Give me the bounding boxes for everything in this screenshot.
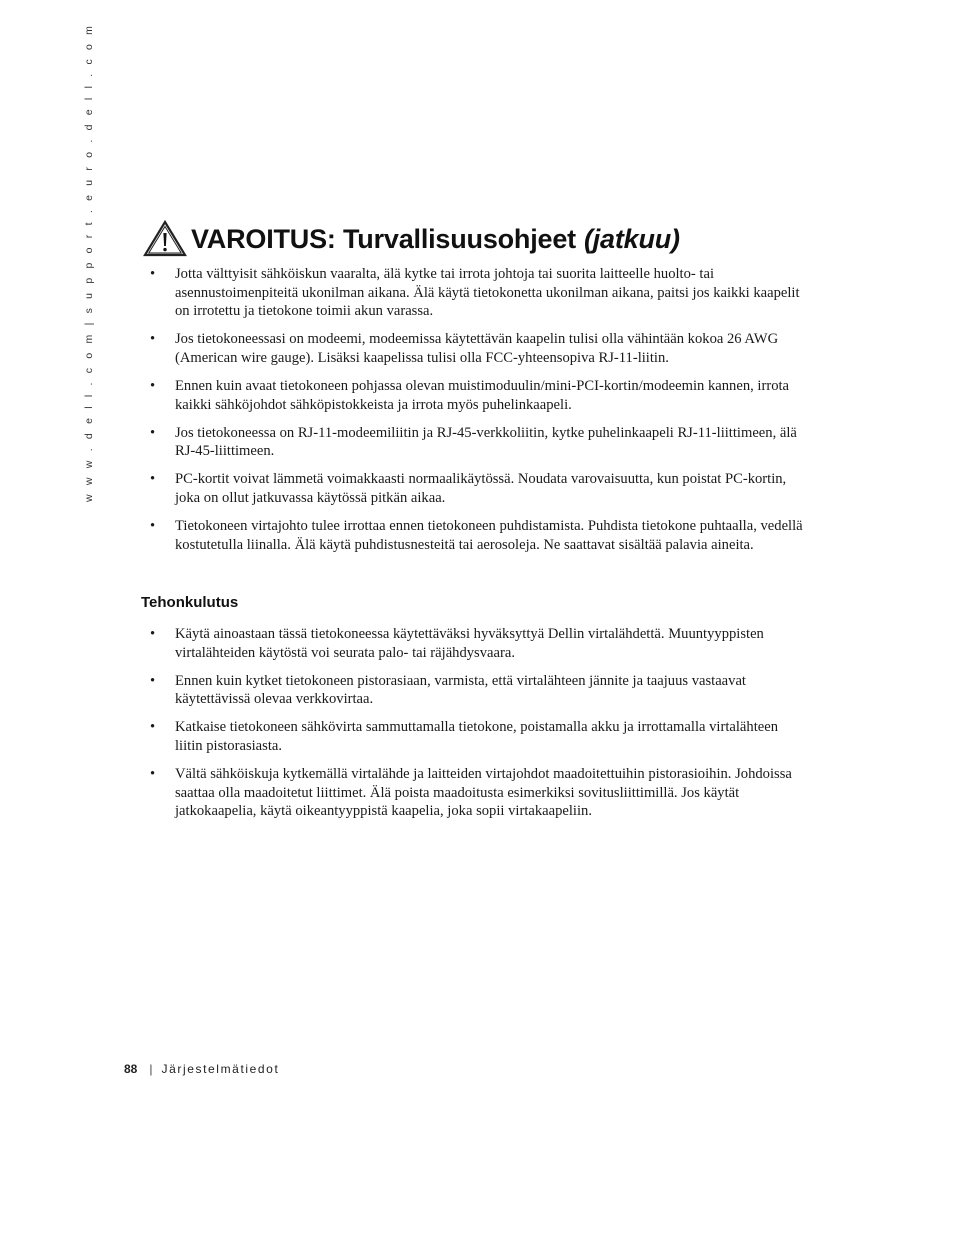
list-item — [147, 765, 807, 821]
list-item-text: Tietokoneen virtajohto tulee irrottaa ennen tietokoneen puhdistamista. Puhdista tietokone puhtaalla, vedellä kostutetulla liinalla. Älä käytä puhdistusnesteitä tai aerosoleja. Ne saattavat sisältää palavia aineita. — [175, 518, 803, 553]
heading-continued: (jatkuu) — [583, 223, 680, 254]
side-url: w w w . d e l l . c o m | s u p p o r t . e u r o . d e l l . c o m — [83, 22, 95, 502]
list-item-text: Ennen kuin avaat tietokoneen pohjassa olevan muistimoduulin/mini-PCI-kortin/modeemin kannen, irrota kaikki sähköjohdot sähköpistokkeista ja irrota myös puhelinkaapeli. — [175, 377, 790, 413]
list-item — [147, 470, 807, 507]
page-number: 88 — [124, 1062, 138, 1076]
list-item — [147, 265, 807, 321]
power-list — [147, 625, 807, 830]
list-item-text: Ennen kuin kytket tietokoneen pistorasiaan, varmista, että virtalähteen jännite ja taajuus vastaavat käytettävissä olevaa verkkovirtaa. — [175, 672, 746, 708]
list-item-text: Jos tietokoneessasi on modeemi, modeemissa käytettävän kaapelin tulisi olla vähintään kokoa 26 AWG (American wire gauge). Lisäksi kaapelissa tulisi olla FCC-yhteensopiva RJ-11-liitin. — [175, 331, 779, 366]
bullet-icon: • — [150, 331, 156, 348]
bullet-icon: • — [150, 266, 156, 282]
list-item-text: Katkaise tietokoneen sähkövirta sammuttamalla tietokone, poistamalla akku ja irrottamalla virtalähteen liitin pistorasiasta. — [175, 719, 779, 754]
bullet-icon: • — [150, 471, 156, 488]
list-item — [147, 625, 807, 662]
list-item — [147, 424, 807, 461]
list-item-text: Jotta välttyisit sähköiskun vaaralta, älä kytke tai irrota johtoja tai suorita laitteelle huolto- tai asennustoimenpiteitä ukonilman aikana. Älä käytä tietokonetta ukonilman aikana, paitsi jos kaikki kaapelit on irrotettu ja tietokone toimii akun varassa. — [175, 266, 800, 320]
list-item-text: PC-kortit voivat lämmetä voimakkaasti normaalikäytössä. Noudata varovaisuutta, kun poistat PC-kortin, joka on ollut jatkuvassa käytössä pitkän aikaa. — [175, 471, 787, 506]
list-item — [147, 330, 807, 367]
list-item — [147, 517, 807, 554]
warning-triangle-icon — [143, 220, 187, 258]
heading-main: VAROITUS: Turvallisuusohjeet — [191, 223, 576, 254]
page-heading — [143, 219, 680, 259]
list-item — [147, 672, 807, 709]
section-heading: Tehonkulutus — [141, 594, 239, 611]
safety-list — [147, 265, 807, 564]
footer-section-title: Järjestelmätiedot — [161, 1062, 280, 1076]
list-item-text: Jos tietokoneessa on RJ-11-modeemiliitin ja RJ-45-verkkoliitin, kytke puhelinkaapeli RJ-11-liittimeen, älä RJ-45-liittimeen. — [175, 424, 797, 460]
bullet-icon: • — [150, 377, 156, 394]
bullet-icon: • — [150, 766, 156, 783]
bullet-icon: • — [150, 672, 156, 689]
page-footer — [124, 1062, 279, 1076]
bullet-icon: • — [150, 518, 156, 535]
list-item — [147, 377, 807, 414]
footer-separator: | — [149, 1062, 153, 1076]
bullet-icon: • — [150, 626, 156, 642]
bullet-icon: • — [150, 719, 156, 736]
list-item-text: Käytä ainoastaan tässä tietokoneessa käytettäväksi hyväksyttyä Dellin virtalähdettä. Muuntyyppisten virtalähteiden käytöstä voi seurata palo- tai räjähdysvaara. — [175, 626, 764, 661]
list-item — [147, 718, 807, 755]
bullet-icon: • — [150, 424, 156, 441]
list-item-text: Vältä sähköiskuja kytkemällä virtalähde ja laitteiden virtajohdot maadoitettuihin pistorasioihin. Johdoissa saattaa olla maadoitetut liittimet. Älä poista maadoitusta esimerkiksi sovitusliittimillä. Jos käytät jatkokaapelia, käytä oikeantyyppistä kaapelia, joka sopii virtakaapeliin. — [175, 766, 792, 820]
